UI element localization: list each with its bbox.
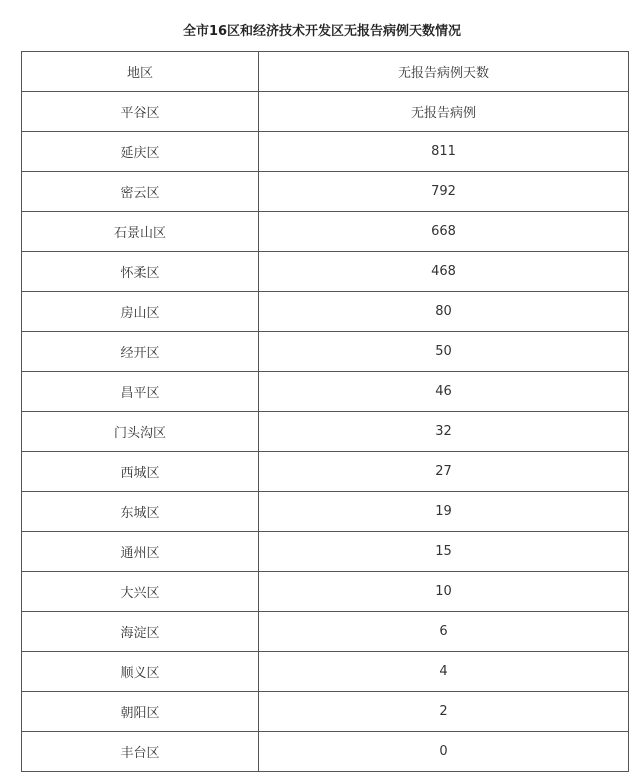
region-cell: 密云区 [22,172,259,212]
table-row [22,572,629,612]
table-row [22,212,629,252]
table-header-row [22,52,629,92]
days-cell: 811 [259,132,629,172]
table-row [22,372,629,412]
days-cell: 0 [259,732,629,772]
table-row [22,452,629,492]
table-row [22,412,629,452]
region-cell: 西城区 [22,452,259,492]
table-row [22,532,629,572]
region-cell: 顺义区 [22,652,259,692]
table-row [22,172,629,212]
days-cell: 792 [259,172,629,212]
page-title: 全市16区和经济技术开发区无报告病例天数情况 [182,24,462,39]
days-cell: 2 [259,692,629,732]
days-cell: 15 [259,532,629,572]
days-cell: 6 [259,612,629,652]
region-cell: 平谷区 [22,92,259,132]
days-cell: 19 [259,492,629,532]
days-cell: 32 [259,412,629,452]
header-days: 无报告病例天数 [259,52,629,92]
table-row [22,732,629,772]
table-row [22,132,629,172]
days-cell: 无报告病例 [259,92,629,132]
days-cell: 50 [259,332,629,372]
table-row [22,332,629,372]
days-cell: 10 [259,572,629,612]
table-row [22,692,629,732]
table-row [22,92,629,132]
region-cell: 延庆区 [22,132,259,172]
table-row [22,252,629,292]
days-cell: 46 [259,372,629,412]
table-row [22,612,629,652]
region-cell: 朝阳区 [22,692,259,732]
region-cell: 门头沟区 [22,412,259,452]
table-row [22,492,629,532]
region-cell: 大兴区 [22,572,259,612]
days-cell: 4 [259,652,629,692]
region-cell: 通州区 [22,532,259,572]
table-row [22,292,629,332]
region-cell: 昌平区 [22,372,259,412]
region-cell: 东城区 [22,492,259,532]
region-cell: 海淀区 [22,612,259,652]
region-cell: 房山区 [22,292,259,332]
days-cell: 80 [259,292,629,332]
days-cell: 668 [259,212,629,252]
region-cell: 石景山区 [22,212,259,252]
region-cell: 怀柔区 [22,252,259,292]
no-case-days-table [21,51,629,772]
days-cell: 468 [259,252,629,292]
header-region: 地区 [22,52,259,92]
table-row [22,652,629,692]
region-cell: 丰台区 [22,732,259,772]
days-cell: 27 [259,452,629,492]
region-cell: 经开区 [22,332,259,372]
